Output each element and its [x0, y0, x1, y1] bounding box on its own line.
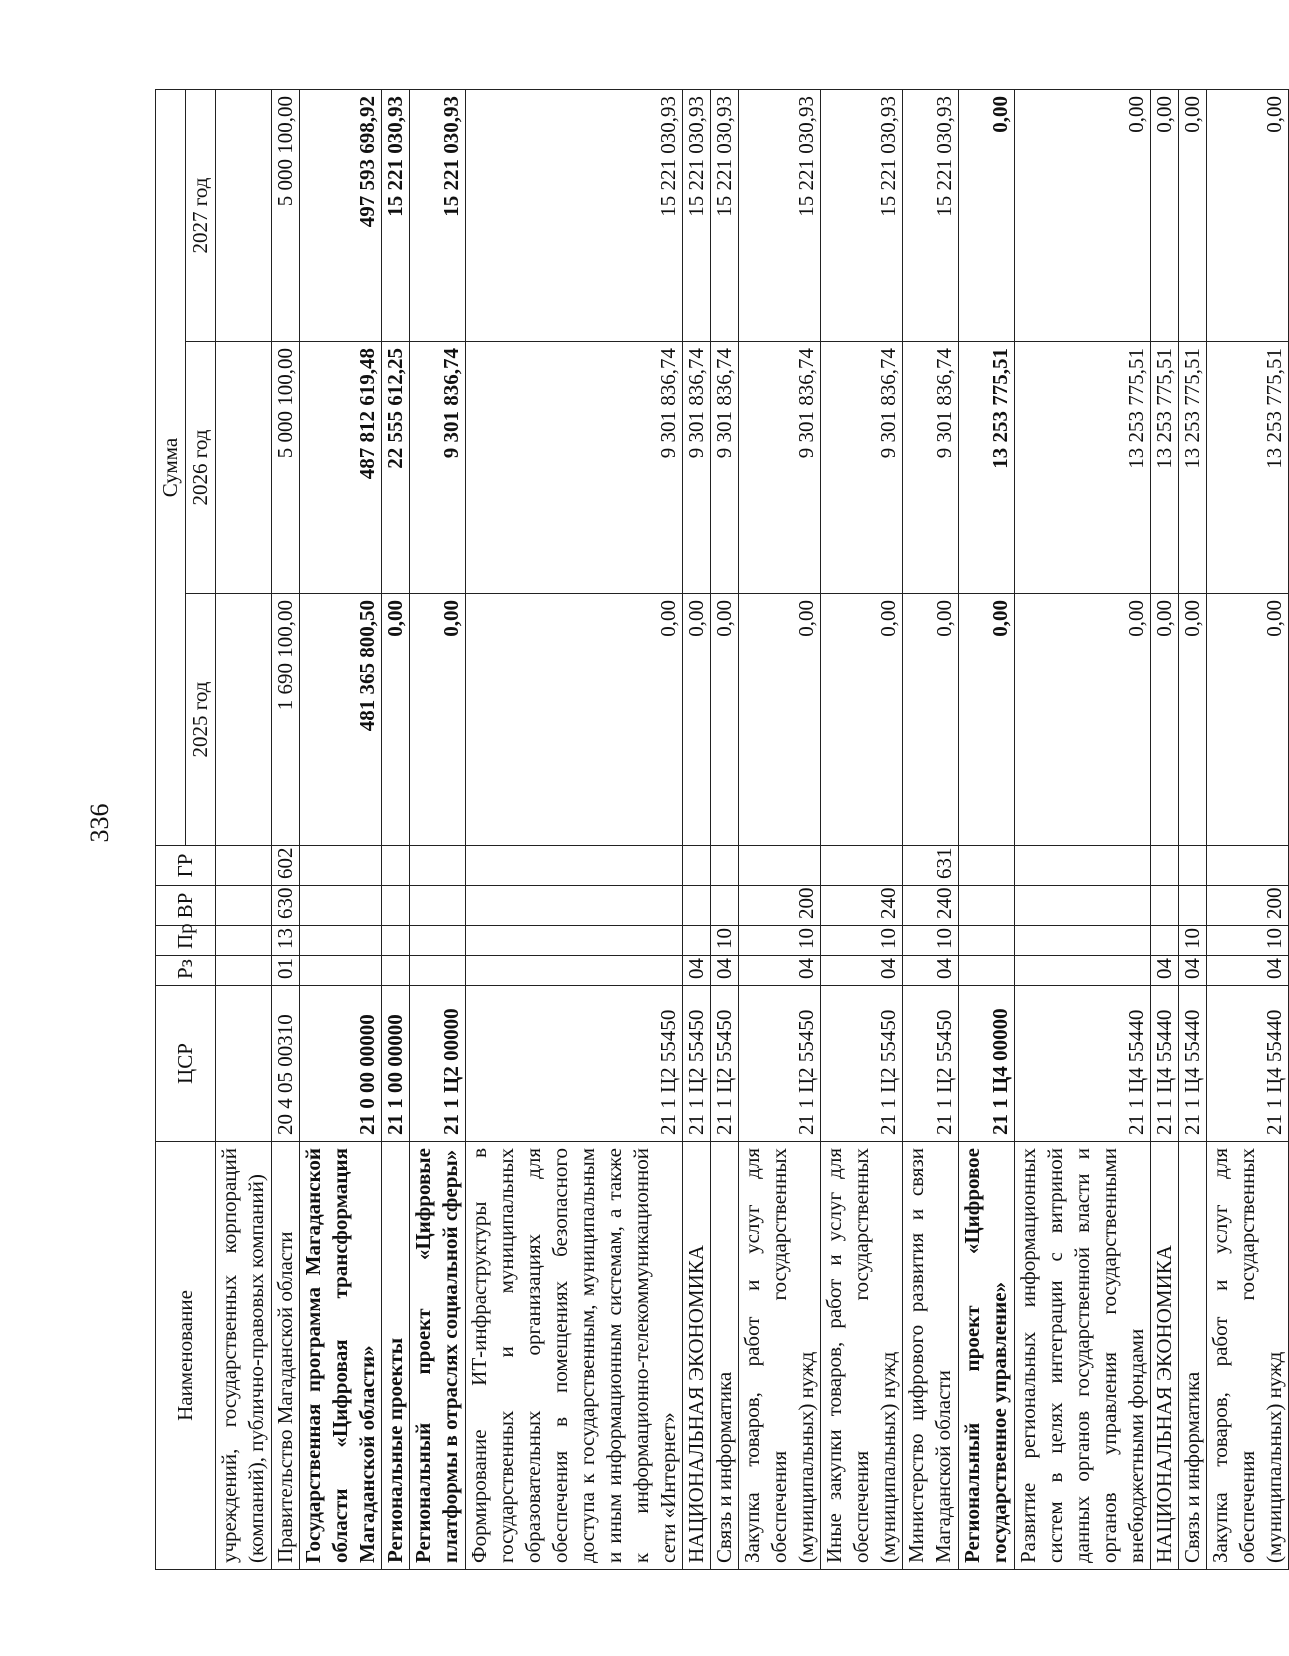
cell-rz: 04 — [683, 956, 711, 986]
cell-name: Государственная программа Магаданской области «Цифровая трансформация Магаданской области» — [300, 1142, 382, 1570]
cell-name: Иные закупки товаров, работ и услуг для обеспечения государственных (муниципальных) нужд — [821, 1142, 903, 1570]
table-row — [1179, 90, 1207, 1570]
cell-rz: 04 — [821, 956, 903, 986]
cell-gr — [1207, 846, 1289, 886]
cell-y2025: 0,00 — [683, 594, 711, 846]
table-row — [959, 90, 1015, 1570]
cell-gr — [466, 846, 683, 886]
cell-y2025 — [216, 594, 272, 846]
cell-y2025: 0,00 — [739, 594, 821, 846]
cell-name: Развитие региональных информационных систем в целях интеграции с витриной данных органов государственной власти и органов управления государственными внебюджетными фондами — [1015, 1142, 1151, 1570]
cell-y2027 — [216, 90, 272, 342]
cell-y2027: 0,00 — [1015, 90, 1151, 342]
cell-csr: 21 1 Ц2 55450 — [739, 986, 821, 1142]
cell-y2025: 0,00 — [1179, 594, 1207, 846]
rotated-table-wrapper — [155, 90, 1286, 1570]
cell-vr — [1015, 886, 1151, 926]
cell-vr — [959, 886, 1015, 926]
cell-y2025: 0,00 — [959, 594, 1015, 846]
cell-gr — [382, 846, 410, 886]
cell-csr: 21 1 Ц4 55440 — [1151, 986, 1179, 1142]
cell-y2027: 15 221 030,93 — [382, 90, 410, 342]
cell-rz — [410, 956, 466, 986]
cell-gr — [711, 846, 739, 886]
cell-name: Связь и информатика — [711, 1142, 739, 1570]
cell-gr — [959, 846, 1015, 886]
cell-y2025: 0,00 — [382, 594, 410, 846]
table-row — [821, 90, 903, 1570]
cell-vr: 240 — [821, 886, 903, 926]
cell-pr: 10 — [903, 926, 959, 956]
cell-pr: 10 — [739, 926, 821, 956]
cell-y2026: 9 301 836,74 — [821, 342, 903, 594]
cell-vr — [1179, 886, 1207, 926]
cell-name: Региональный проект «Цифровые платформы в отраслях социальной сферы» — [410, 1142, 466, 1570]
cell-name: учреждений, государственных корпораций (компаний), публично-правовых компаний) — [216, 1142, 272, 1570]
cell-y2027: 497 593 698,92 — [300, 90, 382, 342]
table-row — [382, 90, 410, 1570]
cell-y2026: 487 812 619,48 — [300, 342, 382, 594]
cell-csr: 21 1 00 00000 — [382, 986, 410, 1142]
cell-csr: 20 4 05 00310 — [272, 986, 300, 1142]
header-year-2026: 2026 год — [186, 342, 216, 594]
cell-gr — [821, 846, 903, 886]
cell-vr — [466, 886, 683, 926]
cell-gr — [739, 846, 821, 886]
cell-y2027: 15 221 030,93 — [903, 90, 959, 342]
cell-y2027: 0,00 — [1207, 90, 1289, 342]
cell-pr: 13 — [272, 926, 300, 956]
cell-y2026: 9 301 836,74 — [711, 342, 739, 594]
cell-y2025: 481 365 800,50 — [300, 594, 382, 846]
cell-y2026: 9 301 836,74 — [410, 342, 466, 594]
header-year-2025: 2025 год — [186, 594, 216, 846]
cell-y2025: 0,00 — [711, 594, 739, 846]
cell-y2025: 0,00 — [1015, 594, 1151, 846]
cell-pr — [1015, 926, 1151, 956]
cell-y2025: 0,00 — [1151, 594, 1179, 846]
cell-y2026: 13 253 775,51 — [1179, 342, 1207, 594]
cell-vr — [711, 886, 739, 926]
cell-name: Региональные проекты — [382, 1142, 410, 1570]
table-row — [410, 90, 466, 1570]
cell-csr: 21 1 Ц4 55440 — [1015, 986, 1151, 1142]
cell-rz — [1015, 956, 1151, 986]
cell-y2027: 15 221 030,93 — [711, 90, 739, 342]
cell-rz: 04 — [711, 956, 739, 986]
table-row — [711, 90, 739, 1570]
cell-y2027: 15 221 030,93 — [821, 90, 903, 342]
cell-gr — [683, 846, 711, 886]
cell-gr: 631 — [903, 846, 959, 886]
cell-gr — [1151, 846, 1179, 886]
cell-gr — [300, 846, 382, 886]
cell-y2026: 13 253 775,51 — [1151, 342, 1179, 594]
header-csr: ЦСР — [156, 986, 216, 1142]
header-year-2027: 2027 год — [186, 90, 216, 342]
cell-name: Министерство цифрового развития и связи Магаданской области — [903, 1142, 959, 1570]
cell-vr — [1151, 886, 1179, 926]
cell-y2025: 0,00 — [466, 594, 683, 846]
cell-y2026: 9 301 836,74 — [683, 342, 711, 594]
cell-y2025: 0,00 — [903, 594, 959, 846]
cell-pr: 10 — [711, 926, 739, 956]
cell-y2027: 0,00 — [1151, 90, 1179, 342]
header-row-1 — [156, 90, 186, 1570]
cell-rz — [300, 956, 382, 986]
cell-gr — [1015, 846, 1151, 886]
cell-rz: 01 — [272, 956, 300, 986]
cell-pr — [466, 926, 683, 956]
table-body — [216, 90, 1289, 1570]
cell-gr — [410, 846, 466, 886]
cell-y2027: 5 000 100,00 — [272, 90, 300, 342]
cell-y2027: 15 221 030,93 — [410, 90, 466, 342]
cell-y2026: 9 301 836,74 — [739, 342, 821, 594]
cell-pr — [683, 926, 711, 956]
table-row — [300, 90, 382, 1570]
cell-name: Региональный проект «Цифровое государственное управление» — [959, 1142, 1015, 1570]
cell-rz: 04 — [1151, 956, 1179, 986]
cell-csr — [216, 986, 272, 1142]
cell-csr: 21 1 Ц4 00000 — [959, 986, 1015, 1142]
cell-name: Связь и информатика — [1179, 1142, 1207, 1570]
cell-vr — [683, 886, 711, 926]
cell-y2027: 15 221 030,93 — [683, 90, 711, 342]
cell-y2027: 15 221 030,93 — [739, 90, 821, 342]
cell-y2026 — [216, 342, 272, 594]
table-row — [216, 90, 272, 1570]
cell-y2025: 0,00 — [410, 594, 466, 846]
header-gr: ГР — [156, 846, 216, 886]
cell-name: Закупка товаров, работ и услуг для обеспечения государственных (муниципальных) нужд — [739, 1142, 821, 1570]
header-rz: Рз — [156, 956, 216, 986]
cell-vr — [216, 886, 272, 926]
cell-y2025: 0,00 — [821, 594, 903, 846]
cell-pr — [410, 926, 466, 956]
cell-rz — [382, 956, 410, 986]
cell-rz: 04 — [1179, 956, 1207, 986]
cell-name: Формирование ИТ-инфраструктуры в государственных и муниципальных образовательных организациях для обеспечения в помещениях безопасного доступа к государственным, муниципальным и иным информационным системам, а также к информационно-телекоммуникационной сети «Интернет» — [466, 1142, 683, 1570]
cell-pr: 10 — [1207, 926, 1289, 956]
cell-name: НАЦИОНАЛЬНАЯ ЭКОНОМИКА — [683, 1142, 711, 1570]
cell-pr: 10 — [821, 926, 903, 956]
cell-y2026: 13 253 775,51 — [959, 342, 1015, 594]
table-row — [739, 90, 821, 1570]
cell-y2026: 13 253 775,51 — [1207, 342, 1289, 594]
cell-name: НАЦИОНАЛЬНАЯ ЭКОНОМИКА — [1151, 1142, 1179, 1570]
cell-rz: 04 — [903, 956, 959, 986]
cell-vr: 200 — [1207, 886, 1289, 926]
table-row — [903, 90, 959, 1570]
cell-y2026: 5 000 100,00 — [272, 342, 300, 594]
cell-vr — [382, 886, 410, 926]
cell-vr: 630 — [272, 886, 300, 926]
cell-csr: 21 1 Ц2 55450 — [466, 986, 683, 1142]
cell-name: Правительство Магаданской области — [272, 1142, 300, 1570]
cell-y2027: 15 221 030,93 — [466, 90, 683, 342]
cell-vr — [410, 886, 466, 926]
cell-y2026: 9 301 836,74 — [903, 342, 959, 594]
cell-pr — [382, 926, 410, 956]
cell-rz — [216, 956, 272, 986]
cell-csr: 21 1 Ц2 55450 — [821, 986, 903, 1142]
header-vr: ВР — [156, 886, 216, 926]
cell-csr: 21 0 00 00000 — [300, 986, 382, 1142]
header-sum: Сумма — [156, 90, 186, 846]
cell-csr: 21 1 Ц2 55450 — [711, 986, 739, 1142]
cell-csr: 21 1 Ц4 55440 — [1207, 986, 1289, 1142]
header-pr: Пр — [156, 926, 216, 956]
cell-gr: 602 — [272, 846, 300, 886]
cell-y2026: 13 253 775,51 — [1015, 342, 1151, 594]
cell-pr — [1151, 926, 1179, 956]
cell-vr: 240 — [903, 886, 959, 926]
cell-csr: 21 1 Ц2 00000 — [410, 986, 466, 1142]
cell-name: Закупка товаров, работ и услуг для обеспечения государственных (муниципальных) нужд — [1207, 1142, 1289, 1570]
table-row — [1207, 90, 1289, 1570]
cell-pr — [959, 926, 1015, 956]
table-row — [466, 90, 683, 1570]
cell-pr — [300, 926, 382, 956]
cell-csr: 21 1 Ц4 55440 — [1179, 986, 1207, 1142]
table-row — [1151, 90, 1179, 1570]
cell-y2025: 0,00 — [1207, 594, 1289, 846]
cell-rz: 04 — [1207, 956, 1289, 986]
cell-y2027: 0,00 — [1179, 90, 1207, 342]
cell-gr — [1179, 846, 1207, 886]
cell-y2026: 22 555 612,25 — [382, 342, 410, 594]
cell-rz — [959, 956, 1015, 986]
cell-vr — [300, 886, 382, 926]
table-row — [683, 90, 711, 1570]
budget-table — [155, 89, 1289, 1570]
cell-pr — [216, 926, 272, 956]
cell-csr: 21 1 Ц2 55450 — [683, 986, 711, 1142]
cell-y2027: 0,00 — [959, 90, 1015, 342]
cell-vr: 200 — [739, 886, 821, 926]
page-number: 336 — [85, 803, 114, 843]
header-name: Наименование — [156, 1142, 216, 1570]
table-row — [272, 90, 300, 1570]
cell-y2025: 1 690 100,00 — [272, 594, 300, 846]
cell-rz — [466, 956, 683, 986]
cell-y2026: 9 301 836,74 — [466, 342, 683, 594]
cell-pr: 10 — [1179, 926, 1207, 956]
cell-csr: 21 1 Ц2 55450 — [903, 986, 959, 1142]
table-row — [1015, 90, 1151, 1570]
cell-rz: 04 — [739, 956, 821, 986]
cell-gr — [216, 846, 272, 886]
